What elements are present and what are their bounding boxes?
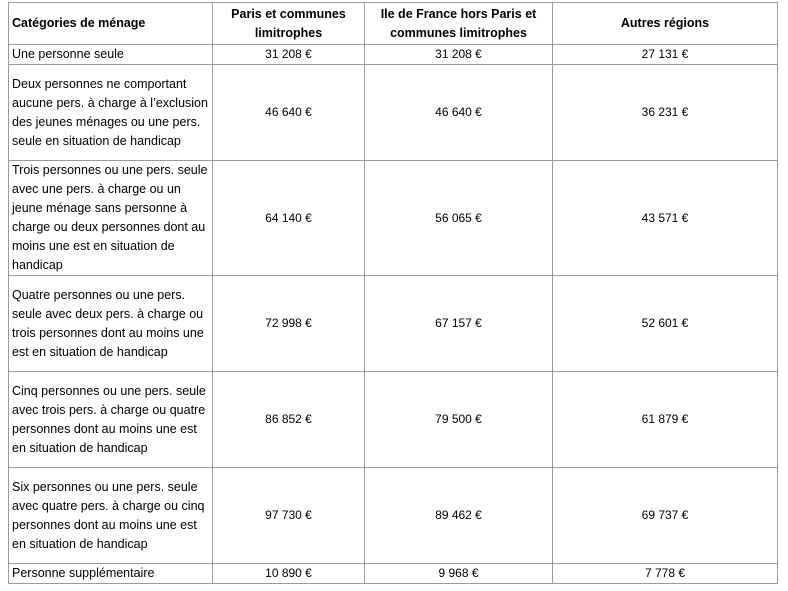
row-category: Quatre personnes ou une pers. seule avec deux pers. à charge ou trois personnes dont au moins une est en situation de handicap — [9, 276, 213, 372]
table-row — [9, 65, 778, 161]
amount-paris: 46 640 € — [213, 65, 365, 161]
amount-ile-de-france: 89 462 € — [365, 468, 553, 564]
amount-autres-regions: 27 131 € — [553, 45, 778, 65]
amount-ile-de-france: 67 157 € — [365, 276, 553, 372]
amount-autres-regions: 43 571 € — [553, 161, 778, 276]
table-header-row — [9, 3, 778, 45]
amount-ile-de-france: 31 208 € — [365, 45, 553, 65]
row-category: Personne supplémentaire — [9, 564, 213, 584]
amount-autres-regions: 36 231 € — [553, 65, 778, 161]
amount-ile-de-france: 56 065 € — [365, 161, 553, 276]
amount-paris: 72 998 € — [213, 276, 365, 372]
table-row — [9, 564, 778, 584]
amount-paris: 97 730 € — [213, 468, 365, 564]
row-category: Deux personnes ne comportant aucune pers. à charge à l’exclusion des jeunes ménages ou une pers. seule en situation de handicap — [9, 65, 213, 161]
amount-ile-de-france: 79 500 € — [365, 372, 553, 468]
amount-autres-regions: 61 879 € — [553, 372, 778, 468]
header-autres-regions: Autres régions — [553, 3, 778, 45]
amount-autres-regions: 7 778 € — [553, 564, 778, 584]
header-ile-de-france: Ile de France hors Paris et communes limitrophes — [365, 3, 553, 45]
amount-paris: 10 890 € — [213, 564, 365, 584]
income-ceiling-table — [8, 2, 778, 584]
table-row — [9, 372, 778, 468]
table-row — [9, 468, 778, 564]
amount-paris: 64 140 € — [213, 161, 365, 276]
row-category: Cinq personnes ou une pers. seule avec trois pers. à charge ou quatre personnes dont au moins une est en situation de handicap — [9, 372, 213, 468]
amount-ile-de-france: 46 640 € — [365, 65, 553, 161]
amount-paris: 31 208 € — [213, 45, 365, 65]
header-categories: Catégories de ménage — [9, 3, 213, 45]
table-row — [9, 161, 778, 276]
header-paris: Paris et communes limitrophes — [213, 3, 365, 45]
row-category: Six personnes ou une pers. seule avec quatre pers. à charge ou cinq personnes dont au moins une est en situation de handicap — [9, 468, 213, 564]
amount-autres-regions: 52 601 € — [553, 276, 778, 372]
row-category: Une personne seule — [9, 45, 213, 65]
amount-paris: 86 852 € — [213, 372, 365, 468]
table-row — [9, 276, 778, 372]
amount-autres-regions: 69 737 € — [553, 468, 778, 564]
row-category: Trois personnes ou une pers. seule avec une pers. à charge ou un jeune ménage sans personne à charge ou deux personnes dont au moins une est en situation de handicap — [9, 161, 213, 276]
amount-ile-de-france: 9 968 € — [365, 564, 553, 584]
table-row — [9, 45, 778, 65]
